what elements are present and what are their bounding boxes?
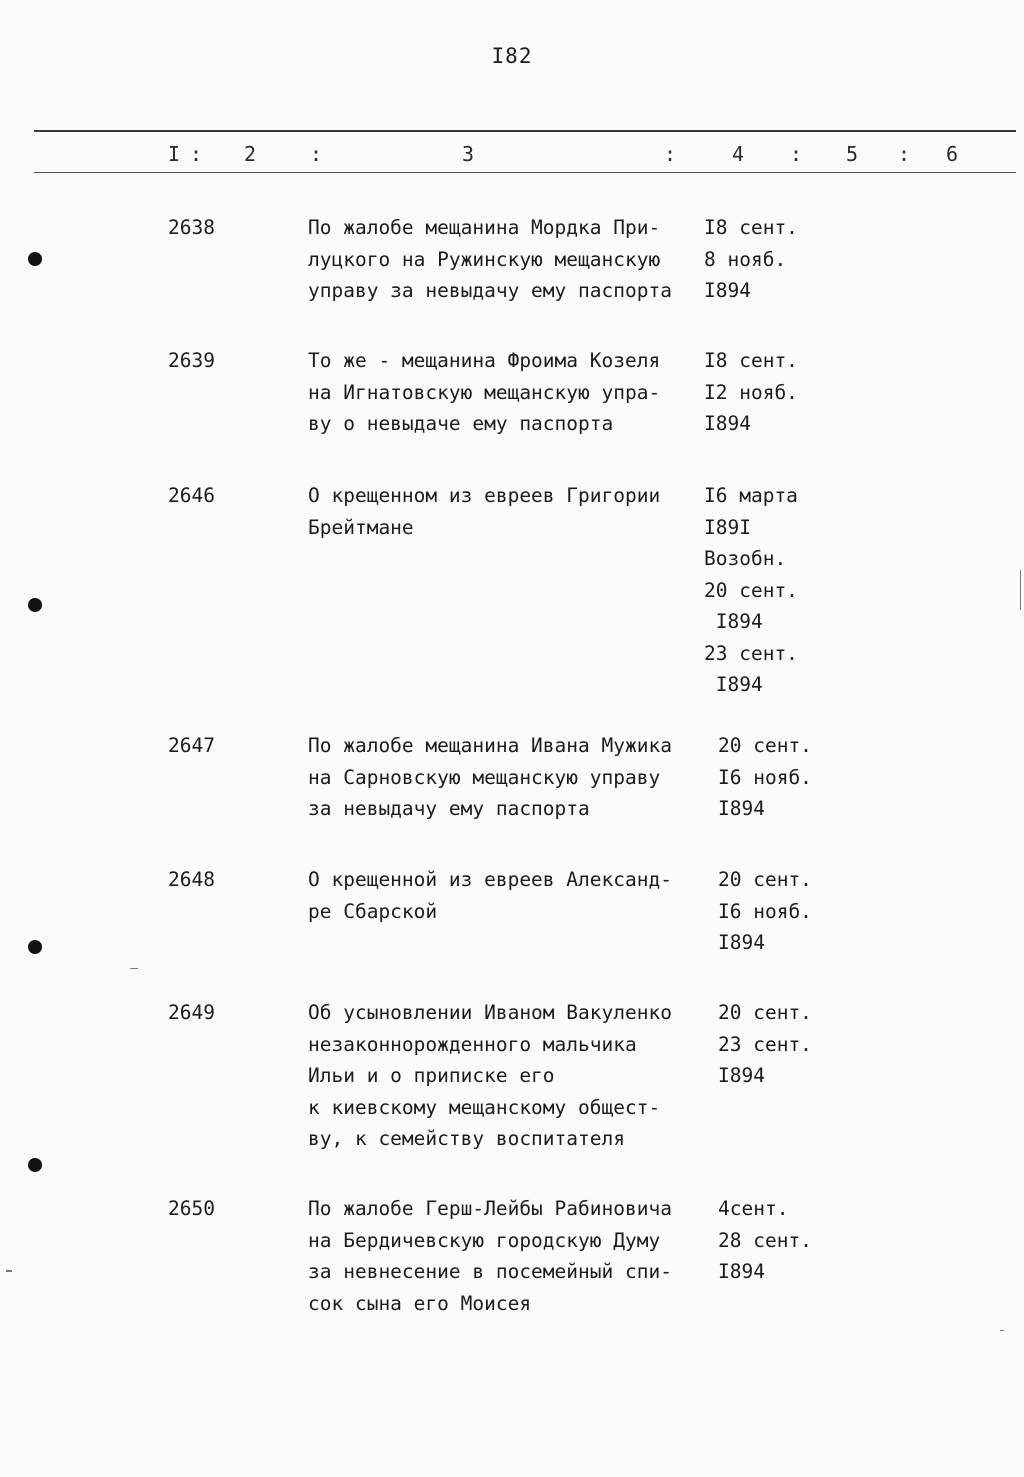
case-number: 2638 — [168, 216, 215, 239]
column-header-2: 2 — [244, 142, 257, 166]
column-header-6: 6 — [946, 142, 959, 166]
case-dates: I6 марта I89I Возобн. 20 сент. I894 23 сент. I894 — [704, 484, 798, 696]
scan-speck — [130, 968, 138, 969]
scan-speck — [6, 1270, 12, 1272]
case-dates: 4сент. 28 сент. I894 — [718, 1197, 812, 1283]
case-dates: 20 сент. 23 сент. I894 — [718, 1001, 812, 1087]
table-header-rule — [34, 172, 1016, 173]
case-dates: 20 сент. I6 нояб. I894 — [718, 734, 812, 820]
case-number: 2647 — [168, 734, 215, 757]
case-description: По жалобе мещанина Мордка При- луцкого на Ружинскую мещанскую управу за невыдачу ему паспорта — [308, 216, 672, 302]
punch-hole — [28, 1158, 42, 1172]
case-dates: I8 сент. I2 нояб. I894 — [704, 349, 798, 435]
case-dates: 20 сент. I6 нояб. I894 — [718, 868, 812, 954]
column-header-5: 5 — [846, 142, 859, 166]
case-number: 2646 — [168, 484, 215, 507]
case-description: То же - мещанина Фроима Козеля на Игнатовскую мещанскую упра- ву о невыдаче ему паспорта — [308, 349, 661, 435]
case-description: По жалобе Герш-Лейбы Рабиновича на Бердичевскую городскую Думу за невнесение в посемейный спи- сок сына его Моисея — [308, 1197, 672, 1315]
column-separator: : — [190, 142, 203, 166]
column-separator: : — [310, 142, 323, 166]
case-description: Об усыновлении Иваном Вакуленко незаконнорожденного мальчика Ильи и о приписке его к киевскому мещанскому общест- ву, к семейству воспитателя — [308, 1001, 672, 1150]
column-separator: : — [790, 142, 803, 166]
case-description: По жалобе мещанина Ивана Мужика на Сарновскую мещанскую управу за невыдачу ему паспорта — [308, 734, 672, 820]
punch-hole — [28, 940, 42, 954]
case-number: 2650 — [168, 1197, 215, 1220]
scan-speck — [1020, 570, 1021, 610]
table-top-rule — [34, 130, 1016, 132]
page-number: I82 — [491, 44, 533, 68]
column-header-3: 3 — [462, 142, 475, 166]
column-separator: : — [664, 142, 677, 166]
case-number: 2649 — [168, 1001, 215, 1024]
column-header-4: 4 — [732, 142, 745, 166]
case-number: 2648 — [168, 868, 215, 891]
column-separator: : — [898, 142, 911, 166]
case-description: О крещенной из евреев Александ- ре Сбарской — [308, 868, 672, 923]
punch-hole — [28, 252, 42, 266]
case-number: 2639 — [168, 349, 215, 372]
column-header-1: I — [168, 142, 181, 166]
scan-speck — [1000, 1330, 1004, 1331]
punch-hole — [28, 598, 42, 612]
case-dates: I8 сент. 8 нояб. I894 — [704, 216, 798, 302]
case-description: О крещенном из евреев Григории Брейтмане — [308, 484, 661, 539]
